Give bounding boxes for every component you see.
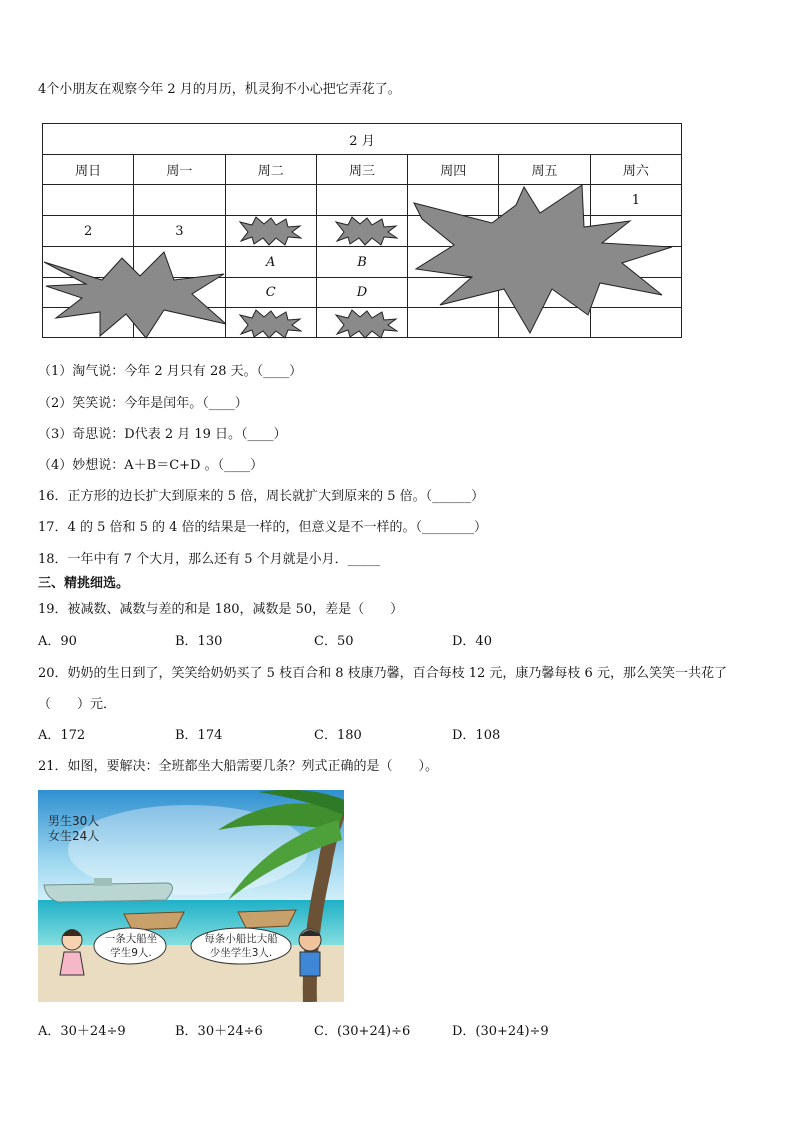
option-c: C．(30+24)÷6 [314,1024,411,1039]
small-boat-right [238,910,296,928]
intro-text: 4个小朋友在观察今年 2 月的月历，机灵狗不小心把它弄花了。 [38,82,401,97]
beach-illustration [38,790,344,1002]
weekday-fri: 周五 [499,155,590,185]
calendar-title: 2 月 [43,124,682,155]
ink-blot-small-2 [334,216,398,246]
small-boat-left [124,912,184,930]
cell-a: A [225,247,316,278]
sub-question-2: （2）笑笑说：今年是闰年。（____） [38,396,248,411]
boys-count-label: 男生30人 [48,814,100,828]
option-d: D．(30+24)÷9 [452,1024,549,1039]
question-19: 19．被减数、减数与差的和是 180，减数是 50，差是（ ） [38,602,404,617]
date-cell: 2 [43,216,134,247]
option-a: A．172 [38,728,86,743]
option-d: D．108 [452,728,501,743]
option-c: C．50 [314,634,354,649]
question-21: 21．如图，要解决：全班都坐大船需要几条？列式正确的是（ ）。 [38,759,439,774]
bubble-left-line1: 一条大船坐 [104,933,158,945]
option-c: C．180 [314,728,362,743]
weekday-thu: 周四 [408,155,499,185]
girls-count-label: 女生24人 [48,829,100,843]
sub-question-4: （4）妙想说：A＋B＝C+D 。（____） [38,458,264,473]
question-20: 20．奶奶的生日到了，笑笑给奶奶买了 5 枝百合和 8 枝康乃馨，百合每枝 12 元，康乃馨每枝 6 元，那么笑笑一共花了 [38,666,727,681]
cell-b: B [316,247,407,278]
sub-question-3: （3）奇思说：D代表 2 月 19 日。（____） [38,427,287,442]
question-16: 16．正方形的边长扩大到原来的 5 倍，周长就扩大到原来的 5 倍。（______） [38,489,485,504]
bubble-left-line2: 学生9人. [110,947,152,959]
sub-question-1: （1）淘气说：今年 2 月只有 28 天。（____） [38,364,303,379]
ink-blot-large-right [412,183,674,335]
ink-blot-small-4 [334,309,398,339]
cell-c: C [225,278,316,308]
option-b: B．30＋24÷6 [175,1024,263,1039]
cell-d: D [316,278,407,308]
weekday-mon: 周一 [134,155,225,185]
option-a: A．30＋24÷9 [38,1024,126,1039]
ink-blot-left [42,250,228,340]
option-d: D．40 [452,634,492,649]
weekday-sat: 周六 [590,155,681,185]
weekday-sun: 周日 [43,155,134,185]
ink-blot-small-3 [238,309,302,339]
ink-blot-small-1 [238,216,302,246]
question-18: 18．一年中有 7 个大月，那么还有 5 个月就是小月．_____ [38,552,381,567]
bubble-right-line2: 少坐学生3人. [209,947,273,959]
option-b: B．130 [175,634,223,649]
section-3-heading: 三、精挑细选。 [38,576,130,591]
bubble-right-line1: 每条小船比大船 [204,933,278,945]
weekday-wed: 周三 [316,155,407,185]
option-b: B．174 [175,728,223,743]
question-20-cont: （ ）元． [38,697,117,712]
option-a: A．90 [38,634,77,649]
weekday-tue: 周二 [225,155,316,185]
question-17: 17．4 的 5 倍和 5 的 4 倍的结果是一样的，但意义是不一样的。（________） [38,520,488,535]
date-cell: 1 [590,185,681,216]
date-cell: 3 [134,216,225,247]
